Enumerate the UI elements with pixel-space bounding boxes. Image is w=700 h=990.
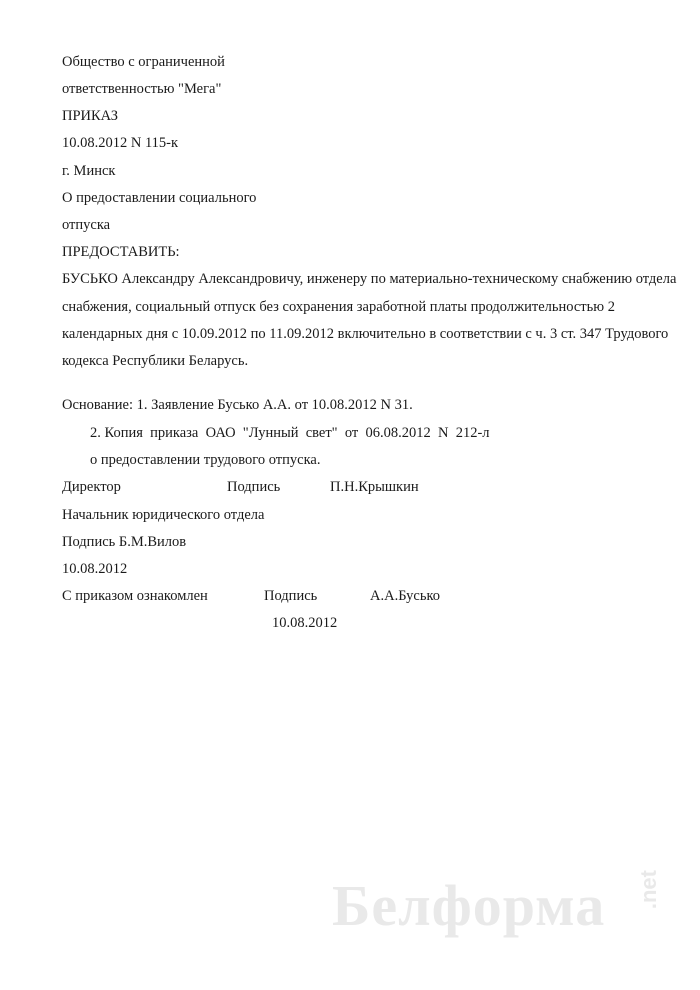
watermark-domain-suffix: .net xyxy=(636,870,661,910)
body-line: календарных дня с 10.09.2012 по 11.09.2012 включительно в соответствии с ч. 3 ст. 347 Трудового xyxy=(62,326,669,342)
subject-line1: О предоставлении социального xyxy=(62,190,257,206)
org-name-line1: Общество с ограниченной xyxy=(62,54,225,70)
belforma-watermark: Белформа xyxy=(332,873,606,938)
org-name-line2: ответственностью "Мега" xyxy=(62,81,222,97)
basis-item2-line1: 2. Копия приказа ОАО "Лунный свет" от 06.08.2012 N 212-л xyxy=(90,425,490,441)
acknowledged-label: С приказом ознакомлен xyxy=(62,588,208,604)
director-signature: Подпись xyxy=(227,479,281,495)
director-name: П.Н.Крышкин xyxy=(330,479,419,495)
order-verb: ПРЕДОСТАВИТЬ: xyxy=(62,244,180,260)
city: г. Минск xyxy=(62,163,116,179)
acknowledged-name: А.А.Бусько xyxy=(370,588,441,604)
legal-date: 10.08.2012 xyxy=(62,561,128,577)
acknowledged-date: 10.08.2012 xyxy=(272,615,338,631)
basis-item1: Основание: 1. Заявление Бусько А.А. от 10.08.2012 N 31. xyxy=(62,397,413,413)
acknowledged-signature: Подпись xyxy=(264,588,318,604)
document-type: ПРИКАЗ xyxy=(62,108,119,124)
body-line: снабжения, социальный отпуск без сохранения заработной платы продолжительностью 2 xyxy=(62,299,615,315)
legal-title: Начальник юридического отдела xyxy=(62,507,265,523)
legal-signature-line: Подпись Б.М.Вилов xyxy=(62,534,187,550)
body-line: кодекса Республики Беларусь. xyxy=(62,353,249,369)
body-line: БУСЬКО Александру Александровичу, инженеру по материально-техническому снабжению отдела xyxy=(62,271,677,287)
director-title: Директор xyxy=(62,479,121,495)
date-number: 10.08.2012 N 115-к xyxy=(62,135,179,151)
subject-line2: отпуска xyxy=(62,217,111,233)
basis-item2-line2: о предоставлении трудового отпуска. xyxy=(90,452,321,468)
